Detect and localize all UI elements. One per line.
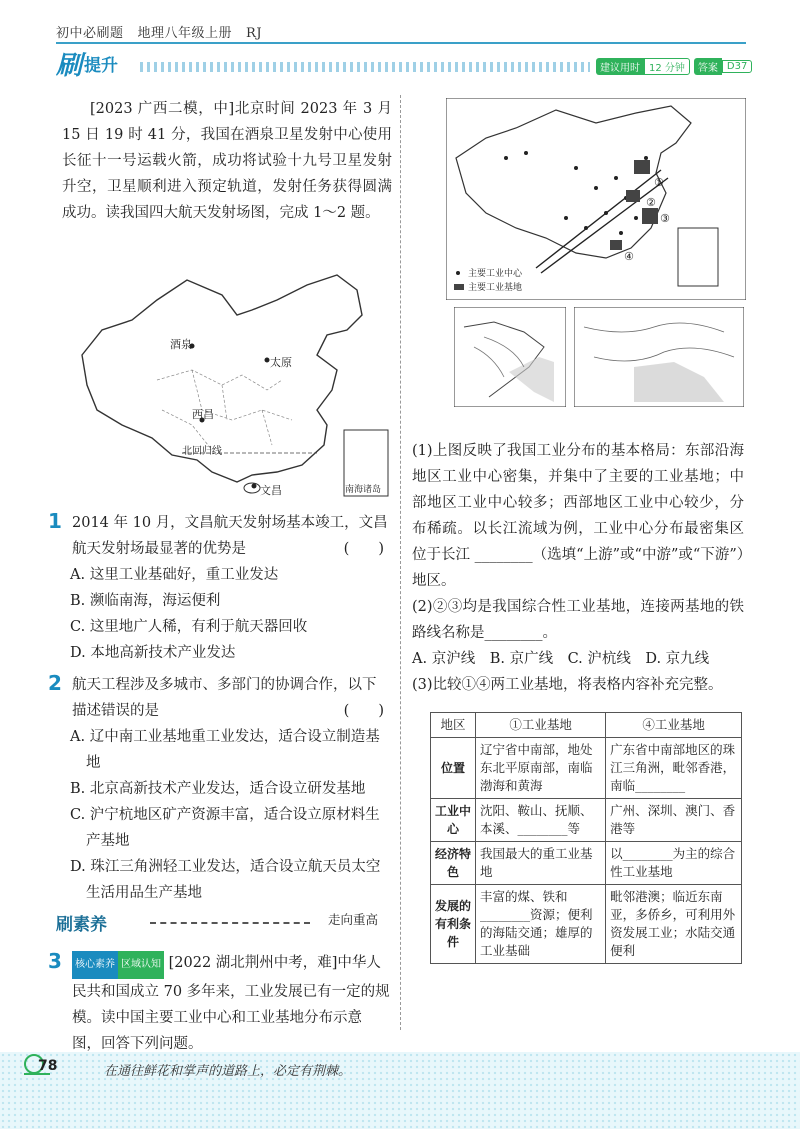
intro-paragraph: [2023 广西二模，中]北京时间 2023 年 3 月 15 日 19 时 41 分，我国在酒泉卫星发射中心使用长征十一号运载火箭，成功将试验十九号卫星发射升空，卫星顺利进入预定轨道，发射任务获得圆满成功。读我国四大航天发射场图，完成 1～2 题。 — [62, 101, 392, 221]
suyang-title: 刷素养 — [56, 915, 107, 935]
question-number: 1 — [48, 509, 62, 533]
answer-paren: ( ) — [343, 541, 384, 557]
edition: RJ — [246, 26, 263, 41]
row-head: 工业中心 — [431, 799, 476, 842]
series-name: 初中必刷题 — [56, 26, 124, 41]
cell: 以________为主的综合性工业基地 — [606, 842, 742, 885]
table-row — [431, 842, 742, 885]
marker-3: ③ — [660, 212, 670, 225]
header-dots — [140, 62, 590, 72]
header-breadcrumb — [56, 22, 276, 41]
row-head: 位置 — [431, 738, 476, 799]
option-a: A. 这里工业基础好，重工业发达 — [70, 567, 279, 583]
table-header-row — [431, 713, 742, 738]
part-1: (1)上图反映了我国工业分布的基本格局：东部沿海地区工业中心密集，并集中了主要的工业基地；中部地区工业中心较多；西部地区工业中心较少，分布稀疏。以长江流域为例，工业中心分布最密集区位于长江 ________（选填“上游”或“中游”或“下游”）地区。 — [412, 443, 744, 589]
comparison-table — [430, 712, 742, 964]
cell: 沈阳、鞍山、抚顺、本溪、________等 — [476, 799, 606, 842]
question-2 — [48, 671, 390, 906]
row-head: 经济特色 — [431, 842, 476, 885]
launch-sites-map — [62, 260, 392, 505]
option-d: D. 本地高新技术产业发达 — [70, 645, 236, 661]
table-header: 地区 — [431, 713, 476, 738]
tag-region: 区域认知 — [118, 951, 164, 979]
time-label: 建议用时 — [596, 58, 644, 75]
option-b: B. 濒临南海，海运便利 — [70, 593, 221, 609]
page-number: 78 — [38, 1058, 58, 1074]
label-scs-islands: 南海诸岛 — [345, 485, 382, 495]
label-xichang: 西昌 — [192, 408, 214, 421]
option-a: A. 辽中南工业基地重工业发达，适合设立制造基地 — [70, 729, 380, 771]
table-header: ④工业基地 — [606, 713, 742, 738]
cell: 辽宁省中南部，地处东北平原南部，南临渤海和黄海 — [476, 738, 606, 799]
cell: 广州、深圳、澳门、香港等 — [606, 799, 742, 842]
table-row — [431, 738, 742, 799]
section-brand — [56, 48, 119, 81]
legend-base: 主要工业基地 — [468, 283, 523, 293]
row-head: 发展的有利条件 — [431, 885, 476, 964]
time-box — [596, 58, 756, 75]
time-value: 12 分钟 — [644, 58, 690, 75]
table-row — [431, 799, 742, 842]
question-number: 3 — [48, 949, 62, 973]
label-tropic: 北回归线 — [182, 446, 222, 457]
cell: 我国最大的重工业基地 — [476, 842, 606, 885]
label-jiuquan: 酒泉 — [170, 338, 192, 351]
question-number: 2 — [48, 671, 62, 695]
cell: 丰富的煤、铁和________资源；便利的海陆交通；雄厚的工业基础 — [476, 885, 606, 964]
part-2-options: A. 京沪线 B. 京广线 C. 沪杭线 D. 京九线 — [412, 651, 710, 667]
brand-big: 刷 — [56, 50, 83, 81]
part-2: (2)②③均是我国综合性工业基地，连接两基地的铁路线名称是________。 — [412, 599, 744, 641]
suyang-level: 走向重高 — [327, 912, 378, 927]
question-3 — [48, 949, 390, 1057]
answer-paren: ( ) — [343, 703, 384, 719]
option-c: C. 沪宁杭地区矿产资源丰富，适合设立原材料生产基地 — [70, 807, 380, 849]
suyang-rule — [150, 922, 310, 924]
industry-map — [446, 98, 746, 300]
brand-small: 提升 — [84, 55, 119, 76]
part-3: (3)比较①④两工业基地，将表格内容补充完整。 — [412, 677, 723, 693]
footer-motto: 在通往鲜花和掌声的道路上，必定有荆棘。 — [104, 1064, 352, 1079]
marker-2: ② — [646, 196, 656, 209]
option-c: C. 这里地广人稀，有利于航天器回收 — [70, 619, 308, 635]
inset-map-1 — [454, 307, 566, 407]
question-3-parts — [412, 438, 744, 698]
cell: 毗邻港澳；临近东南亚，多侨乡，可利用外资发展工业；水陆交通便利 — [606, 885, 742, 964]
option-b: B. 北京高新技术产业发达，适合设立研发基地 — [70, 781, 366, 797]
column-divider — [400, 95, 401, 1030]
table-header: ①工业基地 — [476, 713, 606, 738]
china-map-outline — [62, 260, 392, 505]
tag-core: 核心素养 — [72, 951, 118, 979]
question-stem: 2014 年 10 月，文昌航天发射场基本竣工，文昌航天发射场最显著的优势是 — [72, 515, 388, 557]
legend-center: 主要工业中心 — [468, 269, 523, 279]
subject-name: 地理八年级上册 — [137, 26, 233, 41]
question-stem: 航天工程涉及多城市、多部门的协调合作，以下描述错误的是 — [72, 677, 377, 719]
marker-4: ④ — [624, 250, 634, 263]
zhujiang-inset-map — [574, 307, 744, 407]
label-taiyuan: 太原 — [270, 356, 292, 369]
header-rule — [56, 42, 746, 44]
question-1 — [48, 509, 390, 666]
option-d: D. 珠江三角洲轻工业发达，适合设立航天员太空生活用品生产基地 — [70, 859, 381, 901]
question-stem: [2022 湖北荆州中考，难]中华人民共和国成立 70 多年来，工业发展已有一定的规模。读中国主要工业中心和工业基地分布示意图，回答下列问题。 — [72, 955, 390, 1052]
marker-1: ① — [654, 176, 664, 189]
cell: 广东省中南部地区的珠江三角洲，毗邻香港，南临________ — [606, 738, 742, 799]
answer-label: 答案 — [694, 58, 722, 75]
liaozhongnan-inset-map — [454, 307, 566, 407]
label-wenchang: 文昌 — [260, 484, 282, 497]
inset-map-2 — [574, 307, 744, 407]
answer-page: D37 — [722, 60, 752, 73]
table-row — [431, 885, 742, 964]
